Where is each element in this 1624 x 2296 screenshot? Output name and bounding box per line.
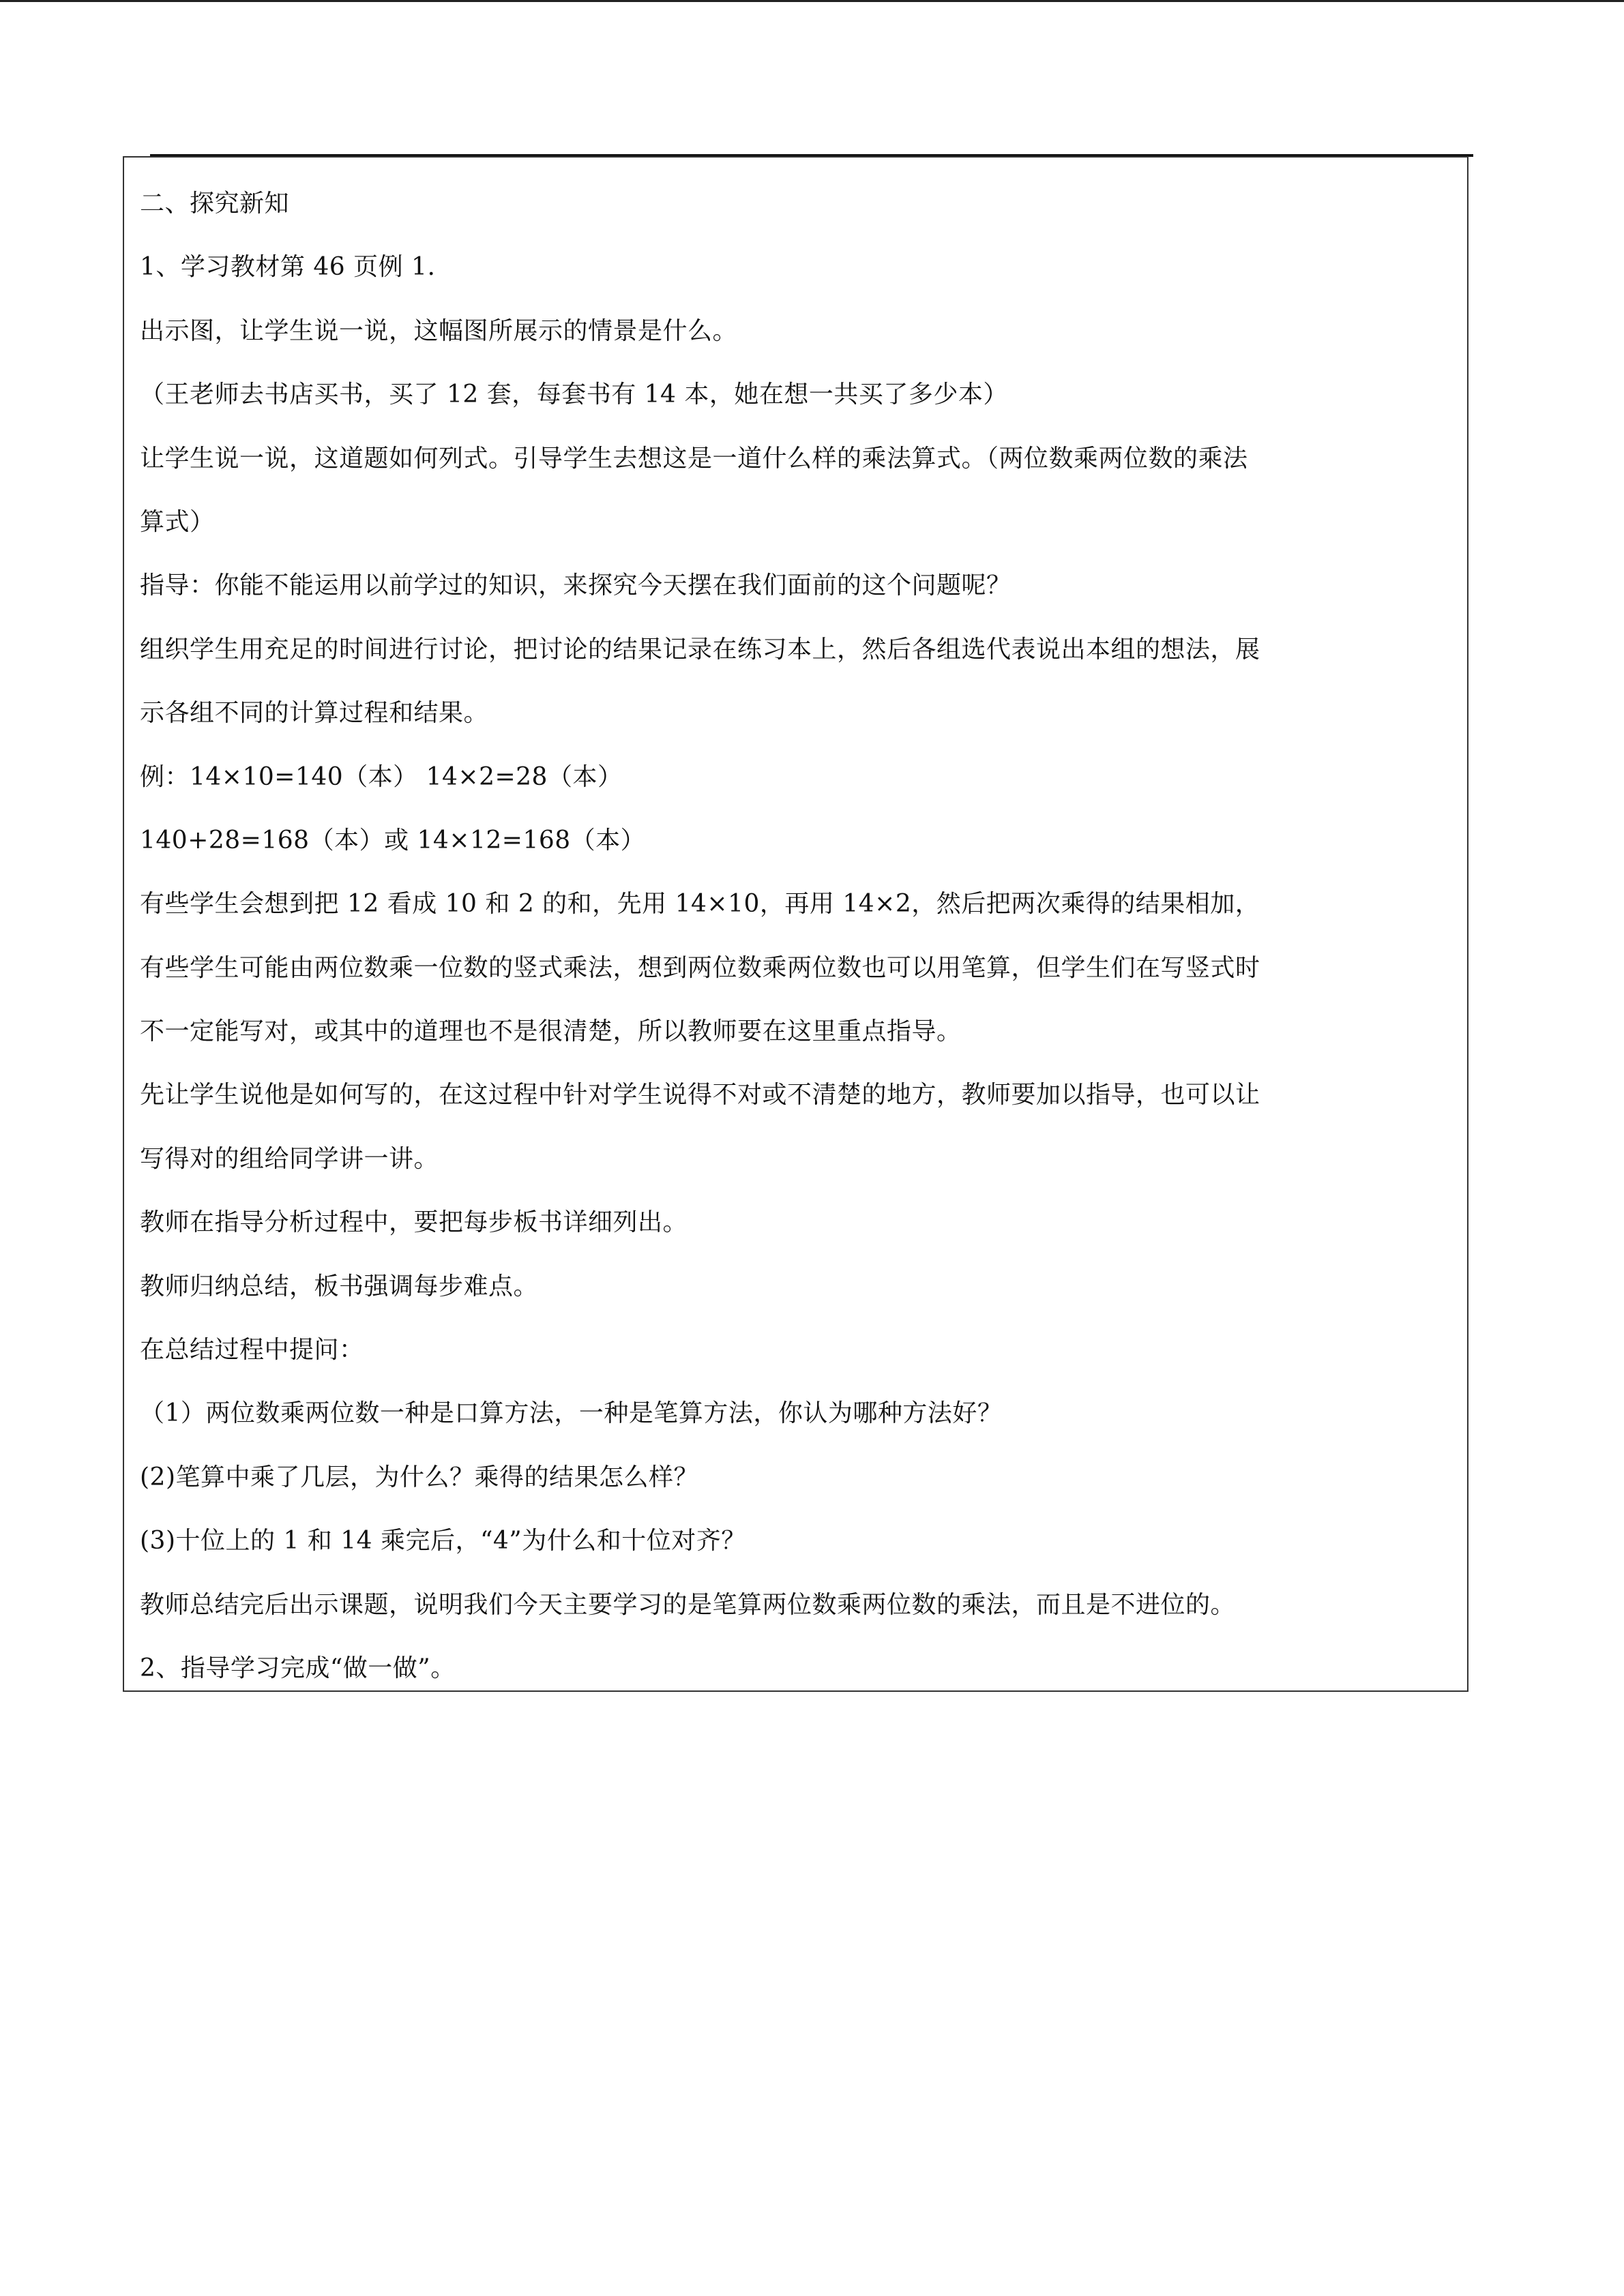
paragraph-line: 示各组不同的计算过程和结果。	[140, 699, 489, 728]
paragraph-line: 组织学生用充足的时间进行讨论，把讨论的结果记录在练习本上，然后各组选代表说出本组的想法，展	[140, 635, 1260, 664]
paragraph-line: 指导：你能不能运用以前学过的知识，来探究今天摆在我们面前的这个问题呢？	[140, 571, 1012, 600]
subsection-heading: 2、指导学习完成“做一做”。	[140, 1654, 456, 1682]
document-body	[140, 172, 1456, 1700]
paragraph-line: 教师归纳总结，板书强调每步难点。	[140, 1272, 539, 1300]
paragraph-line: 教师总结完后出示课题，说明我们今天主要学习的是笔算两位数乘两位数的乘法，而且是不进位的。	[140, 1590, 1236, 1619]
paragraph-line: 先让学生说他是如何写的，在这过程中针对学生说得不对或不清楚的地方，教师要加以指导，也可以让	[140, 1081, 1260, 1109]
paragraph-line: 让学生说一说，这道题如何列式。引导学生去想这是一道什么样的乘法算式。（两位数乘两位数的乘法	[140, 444, 1248, 473]
paragraph-line: 不一定能写对，或其中的道理也不是很清楚，所以教师要在这里重点指导。	[140, 1017, 962, 1046]
paragraph-line: 在总结过程中提问：	[140, 1336, 364, 1365]
question-item: （1）两位数乘两位数一种是口算方法，一种是笔算方法，你认为哪种方法好？	[140, 1399, 1003, 1428]
paragraph-line: 有些学生会想到把 12 看成 10 和 2 的和，先用 14×10，再用 14×2，然后把两次乘得的结果相加，	[140, 890, 1260, 919]
paragraph-line: （王老师去书店买书，买了 12 套，每套书有 14 本，她在想一共买了多少本）	[140, 381, 1008, 409]
paragraph-line: 写得对的组给同学讲一讲。	[140, 1144, 439, 1173]
question-item: (3)十位上的 1 和 14 乘完后，“4”为什么和十位对齐？	[140, 1527, 746, 1555]
example-line: 140+28=168（本）或 14×12=168（本）	[140, 826, 646, 854]
paragraph-line: 出示图，让学生说一说，这幅图所展示的情景是什么。	[140, 316, 738, 345]
paragraph-line: 算式）	[140, 507, 215, 536]
section-heading: 二、探究新知	[140, 190, 290, 218]
page-top-border	[0, 0, 1624, 2]
question-item: (2)笔算中乘了几层，为什么？乘得的结果怎么样？	[140, 1463, 698, 1491]
example-line: 例：14×10=140（本） 14×2=28（本）	[140, 762, 623, 791]
subsection-heading: 1、学习教材第 46 页例 1.	[140, 253, 436, 282]
paragraph-line: 有些学生可能由两位数乘一位数的竖式乘法，想到两位数乘两位数也可以用笔算，但学生们在写竖式时	[140, 953, 1260, 982]
paragraph-line: 教师在指导分析过程中，要把每步板书详细列出。	[140, 1208, 688, 1237]
